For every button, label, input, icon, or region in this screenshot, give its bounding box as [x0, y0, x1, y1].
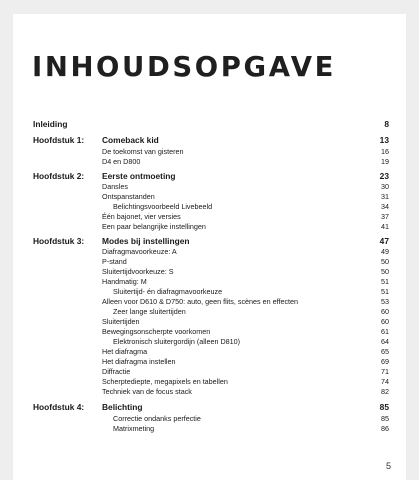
toc-item-text: Sluitertijd- én diafragmavoorkeuze [113, 287, 223, 296]
toc-item-page: 50 [381, 257, 389, 266]
chapter-page: 85 [379, 402, 389, 412]
toc-item-page: 31 [381, 192, 389, 201]
chapter-label: Hoofdstuk 2: [33, 171, 85, 181]
toc-item-page: 82 [381, 387, 389, 396]
toc-item-page: 16 [381, 147, 389, 156]
toc-chapter-3[interactable] [33, 236, 389, 247]
toc-item-page: 49 [381, 247, 389, 256]
toc-item-page: 85 [381, 414, 389, 423]
chapter-page: 13 [379, 135, 389, 145]
toc-item-text: Correctie ondanks perfectie [113, 414, 201, 423]
toc-item-text: De toekomst van gisteren [102, 147, 184, 156]
toc-chapter-4[interactable] [33, 402, 389, 413]
toc-item-page: 74 [381, 377, 389, 386]
toc-item[interactable] [33, 327, 389, 337]
chapter-label: Hoofdstuk 1: [33, 135, 85, 145]
chapter-label: Hoofdstuk 3: [33, 236, 85, 246]
toc-item-text: Diafragmavoorkeuze: A [102, 247, 177, 256]
toc-item-text: Sluitertijdvoorkeuze: S [102, 267, 174, 276]
toc-item-text: Een paar belangrijke instellingen [102, 222, 206, 231]
chapter-title: Belichting [102, 402, 143, 412]
toc-chapter-2[interactable] [33, 171, 389, 182]
toc-item-text: Één bajonet, vier versies [102, 212, 181, 221]
toc-item[interactable] [33, 157, 389, 167]
toc-item-page: 65 [381, 347, 389, 356]
toc-item[interactable] [33, 267, 389, 277]
toc-item-text: Alleen voor D610 & D750: auto, geen flits, scènes en effecten [102, 297, 299, 306]
chapter-title: Comeback kid [102, 135, 159, 145]
toc-item[interactable] [33, 212, 389, 222]
toc-chapter-1[interactable] [33, 135, 389, 146]
toc-item-text: Het diafragma [102, 347, 148, 356]
toc-item-text: P-stand [102, 257, 127, 266]
toc-item-page: 69 [381, 357, 389, 366]
toc-item-text: Zeer lange sluitertijden [113, 307, 186, 316]
chapter-title: Eerste ontmoeting [102, 171, 176, 181]
toc-item-page: 19 [381, 157, 389, 166]
page-title: INHOUDSOPGAVE [32, 51, 336, 83]
toc-item-text: Het diafragma instellen [102, 357, 176, 366]
toc-item[interactable] [33, 192, 389, 202]
toc-item[interactable] [33, 297, 389, 307]
toc-item-text: D4 en D800 [102, 157, 141, 166]
toc-item-page: 60 [381, 317, 389, 326]
toc-item[interactable] [33, 307, 389, 317]
toc-item-text: Ontspanstanden [102, 192, 155, 201]
toc-item[interactable] [33, 387, 389, 397]
toc-item-page: 61 [381, 327, 389, 336]
toc-item-text: Matrixmeting [113, 424, 155, 433]
toc-item-text: Elektronisch sluitergordijn (alleen D810) [113, 337, 241, 346]
toc-item-text: Sluitertijden [102, 317, 140, 326]
toc-item[interactable] [33, 377, 389, 387]
toc-item-text: Bewegingsonscherpte voorkomen [102, 327, 211, 336]
toc-item-text: Belichtingsvoorbeeld Livebeeld [113, 202, 213, 211]
toc-entry-intro[interactable] [33, 119, 389, 130]
toc-item[interactable] [33, 347, 389, 357]
toc-item-page: 60 [381, 307, 389, 316]
chapter-page: 47 [379, 236, 389, 246]
toc-item-text: Diffractie [102, 367, 131, 376]
page-number: 5 [385, 461, 391, 471]
toc-item-page: 51 [381, 277, 389, 286]
toc-item-text: Scherptediepte, megapixels en tabellen [102, 377, 228, 386]
toc-item[interactable] [33, 257, 389, 267]
toc-item-text: Techniek van de focus stack [102, 387, 192, 396]
toc-item-text: Handmatig: M [102, 277, 147, 286]
toc-item-page: 86 [381, 424, 389, 433]
document-page [13, 14, 406, 480]
toc-item-page: 51 [381, 287, 389, 296]
toc-item-page: 50 [381, 267, 389, 276]
toc-intro-label: Inleiding [33, 119, 68, 129]
toc-item-page: 37 [381, 212, 389, 221]
toc-item-text: Dansles [102, 182, 128, 191]
toc-item[interactable] [33, 424, 389, 434]
toc-item[interactable] [33, 337, 389, 347]
toc-item[interactable] [33, 247, 389, 257]
toc-item[interactable] [33, 414, 389, 424]
chapter-page: 23 [379, 171, 389, 181]
toc-item[interactable] [33, 287, 389, 297]
chapter-title: Modes bij instellingen [102, 236, 190, 246]
toc-item-page: 34 [381, 202, 389, 211]
toc-item[interactable] [33, 357, 389, 367]
toc-item[interactable] [33, 147, 389, 157]
toc-item[interactable] [33, 367, 389, 377]
toc-item[interactable] [33, 277, 389, 287]
toc-item[interactable] [33, 182, 389, 192]
chapter-label: Hoofdstuk 4: [33, 402, 85, 412]
toc-intro-page: 8 [384, 119, 389, 129]
toc-item[interactable] [33, 202, 389, 212]
toc-item-page: 64 [381, 337, 389, 346]
toc-item-page: 53 [381, 297, 389, 306]
toc-item[interactable] [33, 317, 389, 327]
toc-item[interactable] [33, 222, 389, 232]
toc-item-page: 30 [381, 182, 389, 191]
toc-item-page: 41 [381, 222, 389, 231]
toc-item-page: 71 [381, 367, 389, 376]
